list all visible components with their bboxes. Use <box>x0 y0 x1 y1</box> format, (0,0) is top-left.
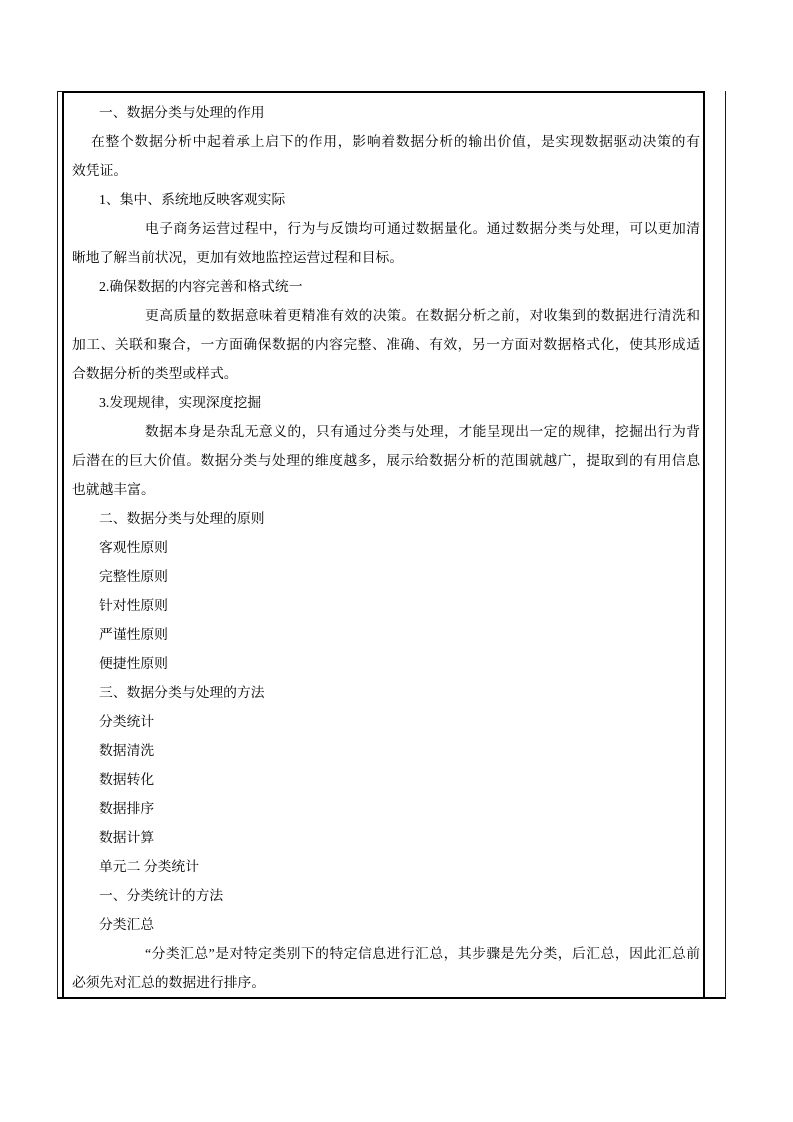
document-body <box>64 93 703 997</box>
paragraph <box>72 823 700 852</box>
paragraph <box>72 939 700 997</box>
text-line: 2.确保数据的内容完善和格式统一 <box>99 279 303 294</box>
paragraph <box>72 127 700 185</box>
text-line: 数据转化 <box>99 772 155 787</box>
text-line: 合数据分析的类型或样式。 <box>72 366 238 381</box>
text-line: 单元二 分类统计 <box>99 859 200 874</box>
text-line: 数据计算 <box>99 830 155 845</box>
paragraph <box>72 301 700 388</box>
text-line: 后潜在的巨大价值。数据分类与处理的维度越多，展示给数据分析的范围就越广，提取到的有用信息 <box>72 453 700 468</box>
paragraph <box>72 678 700 707</box>
text-line: 加工、关联和聚合，一方面确保数据的内容完整、准确、有效，另一方面对数据格式化，使其形成适 <box>72 337 700 352</box>
paragraph <box>72 533 700 562</box>
text-line: 晰地了解当前状况，更加有效地监控运营过程和目标。 <box>72 250 404 265</box>
paragraph <box>72 707 700 736</box>
paragraph <box>72 591 700 620</box>
text-line: 效凭证。 <box>72 163 128 178</box>
text-line: 更高质量的数据意味着更精准有效的决策。在数据分析之前，对收集到的数据进行清洗和 <box>145 308 700 323</box>
text-line: 数据本身是杂乱无意义的，只有通过分类与处理，才能呈现出一定的规律，挖掘出行为背 <box>145 424 700 439</box>
paragraph <box>72 504 700 533</box>
text-line: 在整个数据分析中起着承上启下的作用，影响着数据分析的输出价值，是实现数据驱动决策的有 <box>91 134 700 149</box>
side-cell <box>705 91 725 997</box>
text-line: “分类汇总”是对特定类别下的特定信息进行汇总，其步骤是先分类，后汇总，因此汇总前 <box>145 946 700 961</box>
text-line: 数据排序 <box>99 801 155 816</box>
text-line: 必须先对汇总的数据进行排序。 <box>72 975 266 990</box>
text-line: 一、分类统计的方法 <box>99 888 224 903</box>
paragraph <box>72 852 700 881</box>
paragraph <box>72 794 700 823</box>
text-line: 完整性原则 <box>99 569 168 584</box>
paragraph <box>72 388 700 417</box>
text-line: 分类统计 <box>99 714 155 729</box>
paragraph <box>72 736 700 765</box>
text-line: 也就越丰富。 <box>72 482 155 497</box>
paragraph <box>72 417 700 504</box>
paragraph <box>72 185 700 214</box>
text-line: 分类汇总 <box>99 917 155 932</box>
text-line: 客观性原则 <box>99 540 168 555</box>
paragraph <box>72 910 700 939</box>
text-line: 3.发现规律，实现深度挖掘 <box>99 395 262 410</box>
paragraph <box>72 272 700 301</box>
text-line: 一、数据分类与处理的作用 <box>99 105 265 120</box>
paragraph <box>72 214 700 272</box>
text-line: 便捷性原则 <box>99 656 168 671</box>
text-line: 1、集中、系统地反映客观实际 <box>99 192 286 207</box>
text-line: 电子商务运营过程中，行为与反馈均可通过数据量化。通过数据分类与处理，可以更加清 <box>145 221 700 236</box>
paragraph <box>72 562 700 591</box>
content-cell <box>62 91 705 999</box>
paragraph <box>72 649 700 678</box>
text-line: 严谨性原则 <box>99 627 168 642</box>
text-line: 二、数据分类与处理的原则 <box>99 511 265 526</box>
text-line: 针对性原则 <box>99 598 168 613</box>
text-line: 三、数据分类与处理的方法 <box>99 685 265 700</box>
paragraph <box>72 98 700 127</box>
paragraph <box>72 620 700 649</box>
text-line: 数据清洗 <box>99 743 155 758</box>
paragraph <box>72 765 700 794</box>
paragraph <box>72 881 700 910</box>
